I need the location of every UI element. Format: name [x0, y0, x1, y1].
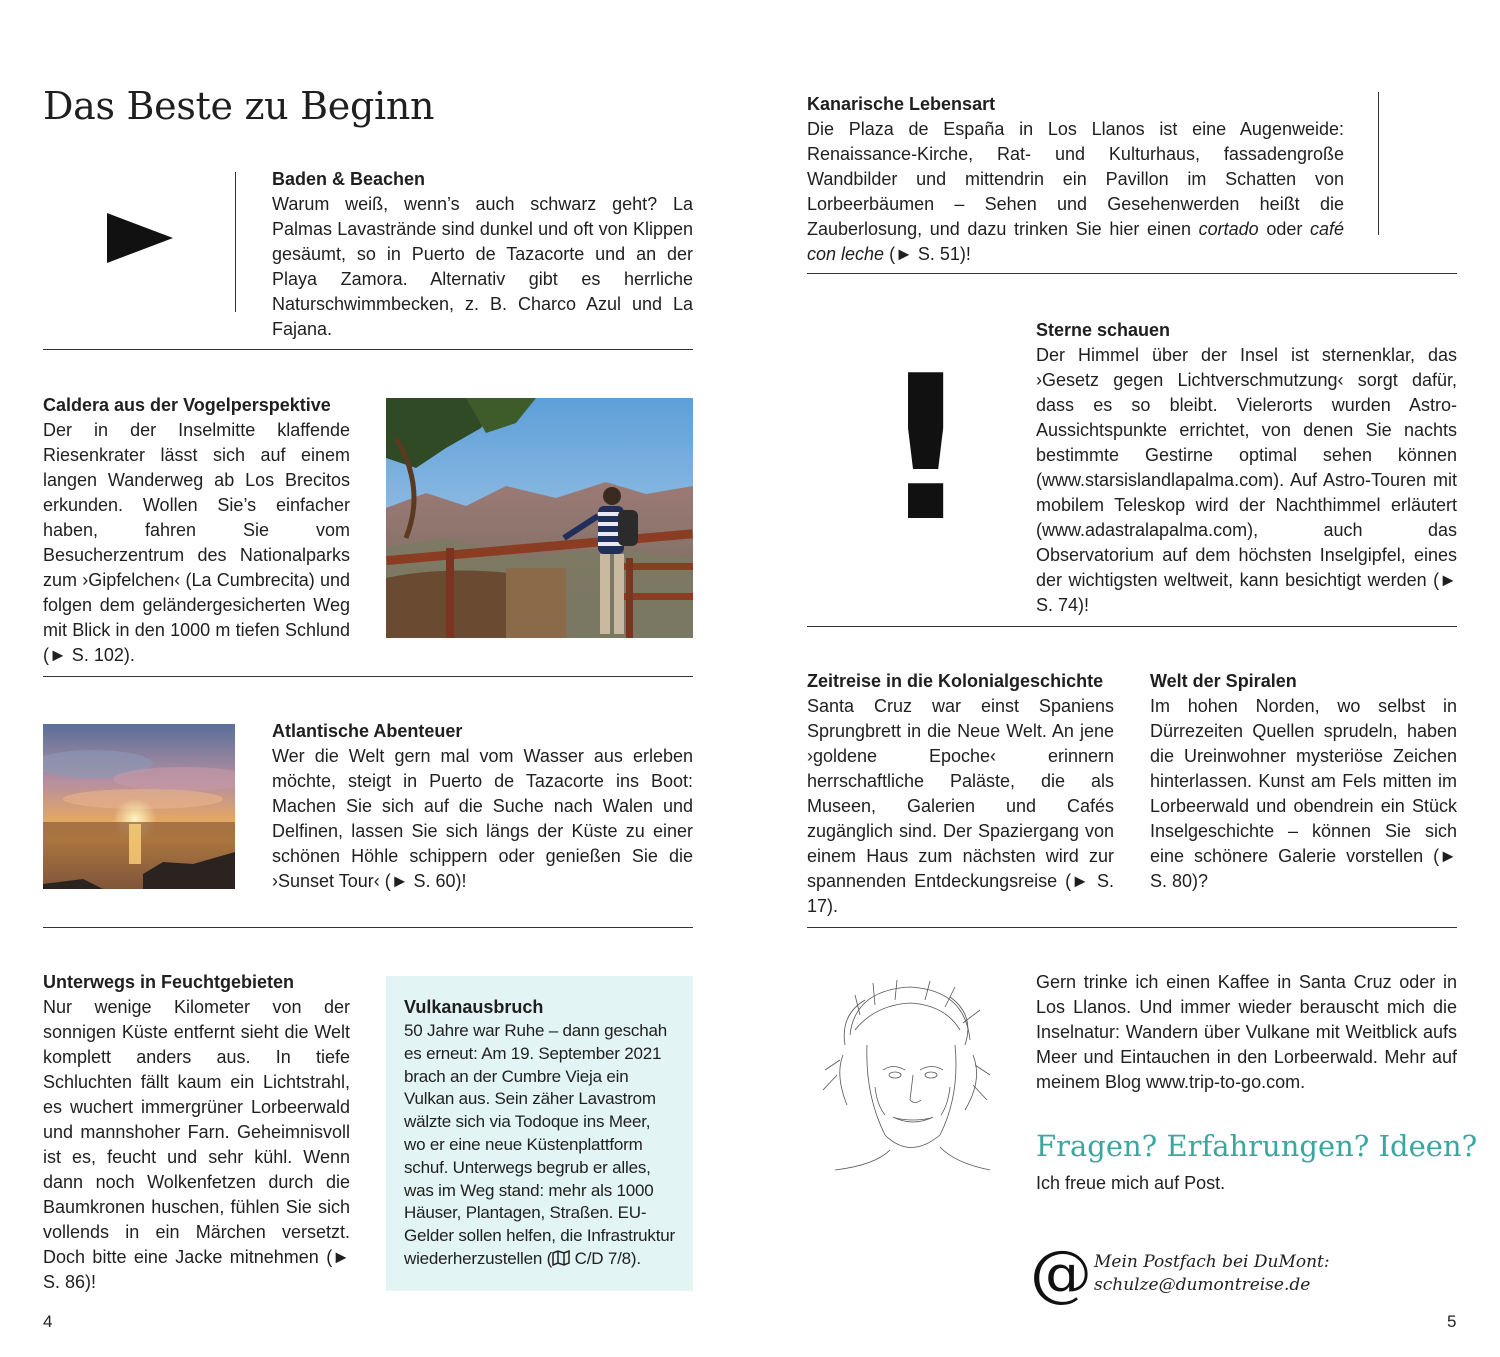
box-heading: Vulkanausbruch — [404, 997, 544, 1017]
section-baden — [272, 167, 693, 342]
photo-caldera-hiker — [386, 398, 693, 638]
section-text: Wer die Welt gern mal vom Wasser aus erleben möchte, steigt in Puerto de Tazacorte ins Boot: Machen Sie sich auf die Suche nach Walen und Delfinen, lassen Sie sich längs der Küste zu einer schönen Höhle schippern oder genießen Sie die ›Sunset Tour‹ (► S. 60)! — [272, 746, 693, 891]
section-zeitreise — [807, 669, 1114, 919]
photo-sunset — [43, 724, 235, 889]
divider — [807, 273, 1457, 274]
section-text: Der in der Inselmitte klaffende Riesenkrater lässt sich auf einem langen Wanderweg ab Los Brecitos erkunden. Wollen Sie’s einfacher haben, fahren Sie vom Besucherzentrum des Nationalparks zum ›Gipfelchen‹ (La Cumbrecita) und folgen dem geländergesicherten Weg mit Blick in den 1000 m tiefen Schlund (► S. 102). — [43, 420, 350, 665]
divider — [43, 927, 693, 928]
page-number-left: 4 — [43, 1312, 53, 1331]
section-heading: Unterwegs in Feuchtgebieten — [43, 972, 295, 992]
mail-label: Mein Postfach bei DuMont: — [1094, 1252, 1330, 1272]
section-text: Im hohen Norden, wo selbst in Dürrezeiten Quellen sprudeln, haben die Ureinwohner mysteriöse Zeichen hinterlassen. Kunst am Fels mitten im Lorbeerwald und obendrein ein Stück Inselgeschichte – können Sie sich eine schönere Galerie vorstellen (► S. 80)? — [1150, 696, 1457, 891]
author-text: Gern trinke ich einen Kaffee in Santa Cruz oder in Los Llanos. Und immer wieder berauscht mich die Inselnatur: Wandern über Vulkane mit Weitblick aufs Meer und Eintauchen in den Lorbeerwald. Mehr auf meinem Blog www.trip-to-go.com. — [1036, 972, 1457, 1092]
section-text: Die Plaza de España in Los Llanos ist eine Augenweide: Renaissance-Kirche, Rat- und Kulturhaus, fassadengroße Wandbilder und mittendrin ein Pavillon im Schatten von Lorbeerbäumen – Sehen und Gesehenwerden heißt die Zauberlosung, und dazu trinken Sie hier einen cortado oder café con leche (► S. 51)! — [807, 119, 1345, 264]
divider — [807, 927, 1457, 928]
page-number-right: 5 — [1447, 1312, 1457, 1331]
mail-address[interactable]: schulze@dumontreise.de — [1094, 1275, 1311, 1295]
map-icon — [552, 1250, 570, 1266]
section-sterne — [1036, 318, 1457, 618]
page-title: Das Beste zu Beginn — [43, 84, 435, 128]
post-text: Ich freue mich auf Post. — [1036, 1173, 1226, 1193]
section-text: Nur wenige Kilometer von der sonnigen Küste entfernt sieht die Welt komplett anders aus. In tiefe Schluchten fällt kaum ein Lichtstrahl, es wuchert immergrüner Lorbeerwald und mannshoher Farn. Geheimnisvoll ist es, feucht und sehr kühl. Wenn dann noch Wolkenfetzen durch die Baumkronen huschen, fühlen Sie sich vollends in ein Märchen versetzt. Doch bitte eine Jacke mitnehmen (► S. 86)! — [43, 997, 350, 1292]
section-heading: Atlantische Abenteuer — [272, 721, 463, 741]
divider — [1378, 92, 1379, 235]
divider — [43, 676, 693, 677]
author-portrait-sketch — [815, 975, 995, 1175]
section-heading: Baden & Beachen — [272, 169, 426, 189]
section-feucht — [43, 970, 350, 1295]
section-heading: Kanarische Lebensart — [807, 94, 996, 114]
at-icon: @ — [1030, 1236, 1092, 1309]
divider — [807, 626, 1457, 627]
divider — [235, 172, 236, 312]
question-heading: Fragen? Erfahrungen? Ideen? — [1036, 1129, 1478, 1163]
section-text: Der Himmel über der Insel ist sternenklar, das ›Gesetz gegen Lichtverschmutzung‹ sorgt dafür, dass es so bleibt. Vielerorts wurden Astro-Aussichtspunkte errichtet, von denen Sie nachts bestimmte Gestirne optimal sehen können (www.starsislandlapalma.com). Auf Astro-Touren mit mobilem Teleskop wird der Nachthimmel erläutert (www.adastralapalma.com), auch das Observatorium auf dem höchsten Inselgipfel, eines der wichtigsten weltweit, kann besichtigt werden (► S. 74)! — [1036, 345, 1457, 615]
section-caldera — [43, 393, 350, 668]
box-text: 50 Jahre war Ruhe – dann geschah es erneut: Am 19. September 2021 brach an der Cumbre Vieja ein Vulkan aus. Sein zäher Lavastrom wälzte sich via Todoque ins Meer, wo er eine neue Küstenplattform schuf. Unterwegs begrub er alles, was im Weg stand: mehr als 1000 Häuser, Plantagen, Straßen. EU-Gelder sollen helfen, die Infrastruktur wiederherzustellen ( C/D 7/8). — [404, 1021, 675, 1268]
section-heading: Sterne schauen — [1036, 320, 1171, 340]
author-note — [1036, 970, 1457, 1095]
section-heading: Zeitreise in die Kolonialgeschichte — [807, 671, 1104, 691]
info-box-vulkan — [386, 976, 693, 1291]
section-heading: Caldera aus der Vogelperspektive — [43, 395, 331, 415]
section-kanarische — [807, 92, 1344, 267]
divider — [43, 349, 693, 350]
section-text: Santa Cruz war einst Spaniens Sprungbrett in die Neue Welt. An jene ›goldene Epoche‹ erinnern herrschaftliche Paläste, die als Museen, Galerien und Cafés zugänglich sind. Der Spaziergang von einem Haus zum nächsten wird zur spannenden Entdeckungsreise (► S. 17). — [807, 696, 1114, 916]
play-triangle-icon — [107, 213, 173, 263]
section-atlantische — [272, 719, 693, 894]
section-text: Warum weiß, wenn’s auch schwarz geht? La Palmas Lavastrände sind dunkel und oft von Klippen gesäumt, so in Puerto de Tazacorte und an der Playa Zamora. Alternativ gibt es herrliche Naturschwimmbecken, z. B. Charco Azul und La Fajana. — [272, 194, 693, 339]
exclamation-icon: ! — [880, 333, 972, 566]
section-heading: Welt der Spiralen — [1150, 671, 1297, 691]
section-spiralen — [1150, 669, 1457, 894]
